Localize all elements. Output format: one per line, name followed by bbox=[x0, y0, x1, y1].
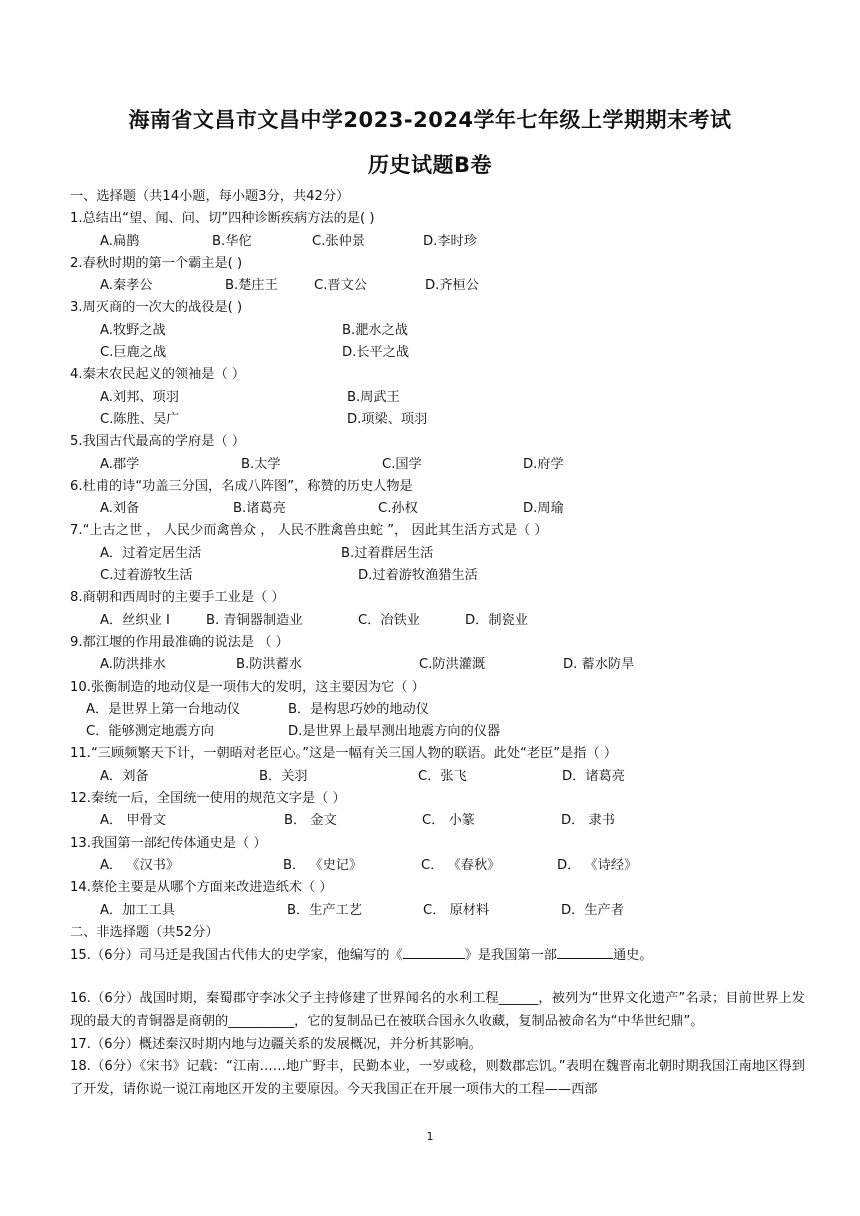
option-d: D.长平之战 bbox=[342, 345, 410, 361]
option-b: B．关羽 bbox=[259, 768, 308, 784]
option-c: C.陈胜、吴广 bbox=[100, 411, 180, 427]
option-b: B.过着群居生活 bbox=[341, 545, 434, 561]
option-d: D.府学 bbox=[523, 456, 564, 472]
option-b: B． 金文 bbox=[284, 813, 337, 829]
question-options bbox=[70, 454, 805, 476]
question-options bbox=[70, 565, 805, 587]
question-15 bbox=[70, 944, 805, 966]
question-options bbox=[70, 654, 805, 676]
option-a: A.刘邦、项羽 bbox=[100, 389, 179, 405]
option-d: D.过着游牧渔猎生活 bbox=[358, 568, 478, 584]
option-c: C.晋文公 bbox=[314, 278, 367, 294]
question-stem: 5.我国古代最高的学府是（ ） bbox=[70, 434, 246, 450]
option-c: C.过着游牧生活 bbox=[100, 568, 193, 584]
option-a: A．丝织业 I bbox=[100, 612, 170, 628]
option-a: A.秦孝公 bbox=[100, 278, 153, 294]
option-a: A． 甲骨文 bbox=[100, 813, 166, 829]
option-d: D.周瑜 bbox=[523, 501, 564, 517]
question-stem: 11.“三顾频繁天下计，一朝晤对老臣心。”这是一幅有关三国人物的联语。此处“老臣”是指（ ） bbox=[70, 746, 618, 762]
question-stem: 10.张衡制造的地动仪是一项伟大的发明，这主要因为它（ ） bbox=[70, 679, 425, 695]
option-c: C.国学 bbox=[382, 456, 422, 472]
question-options bbox=[70, 320, 805, 342]
question-stem: 2.春秋时期的第一个霸主是( ) bbox=[70, 255, 243, 271]
option-d: D．诸葛亮 bbox=[562, 768, 625, 784]
answer-blank bbox=[403, 944, 465, 959]
question-stem: 7.“上古之世 ， 人民少而禽兽众 ， 人民不胜禽兽虫蛇 ”， 因此其生活方式是（ ） bbox=[70, 523, 548, 539]
page-number: 1 bbox=[426, 1130, 434, 1143]
option-a: A．是世界上第一台地动仪 bbox=[86, 701, 241, 717]
question-stem: 13.我国第一部纪传体通史是（ ） bbox=[70, 835, 267, 851]
question-options bbox=[70, 342, 805, 364]
option-c: C． 小篆 bbox=[422, 813, 475, 829]
option-b: B．是构思巧妙的地动仪 bbox=[288, 701, 429, 717]
option-b: B.周武王 bbox=[347, 389, 400, 405]
question-stem: 14.蔡伦主要是从哪个方面来改进造纸术（ ） bbox=[70, 880, 333, 896]
question-stem: 3.周灭商的一次大的战役是( ) bbox=[70, 300, 243, 316]
option-b: B．生产工艺 bbox=[287, 902, 362, 918]
exam-subtitle: 历史试题B卷 bbox=[367, 153, 492, 177]
question-options bbox=[70, 766, 805, 788]
option-c: C．张飞 bbox=[418, 768, 467, 784]
option-c: C．能够测定地震方向 bbox=[86, 724, 214, 740]
section-heading-nonchoice: 二、非选择题（共52分） bbox=[70, 924, 219, 940]
question-stem: 4.秦末农民起义的领袖是（ ） bbox=[70, 367, 246, 383]
question-stem: 9.都江堰的作用最准确的说法是 （ ） bbox=[70, 634, 289, 650]
option-d: D.李时珍 bbox=[423, 233, 477, 249]
question-stem: 12.秦统一后，全国统一使用的规范文字是（ ） bbox=[70, 791, 346, 807]
exam-content bbox=[70, 186, 805, 1101]
option-b: B.楚庄王 bbox=[225, 278, 278, 294]
q15-text-3: 通史。 bbox=[613, 948, 653, 964]
question-16: 16.（6分）战国时期，秦蜀郡守李冰父子主持修建了世界闻名的水利工程______，被列为“世界文化遗产”名录；目前世界上发现的最大的青铜器是商朝的__________，它的复制品已在被联合国永久收藏，复制品被命名为“中华世纪鼎”。 bbox=[70, 991, 805, 1029]
option-c: C．冶铁业 bbox=[358, 612, 420, 628]
option-c: C.孙权 bbox=[378, 501, 418, 517]
option-a: A． 《汉书》 bbox=[100, 857, 180, 873]
option-a: A.防洪排水 bbox=[100, 657, 166, 673]
question-options bbox=[70, 409, 805, 431]
question-options bbox=[70, 387, 805, 409]
option-a: A．刘备 bbox=[100, 768, 149, 784]
exam-title: 海南省文昌市文昌中学2023-2024学年七年级上学期期末考试 bbox=[128, 108, 732, 132]
question-options bbox=[70, 855, 805, 877]
option-c: C.防洪灌溉 bbox=[419, 657, 486, 673]
option-a: A.郡学 bbox=[100, 456, 140, 472]
option-a: A．加工工具 bbox=[100, 902, 175, 918]
option-c: C.巨鹿之战 bbox=[100, 345, 167, 361]
question-options bbox=[70, 721, 805, 743]
question-options bbox=[70, 275, 805, 297]
question-options bbox=[70, 498, 805, 520]
question-17: 17.（6分）概述秦汉时期内地与边疆关系的发展概况，并分析其影响。 bbox=[70, 1036, 482, 1052]
option-d: D． 《诗经》 bbox=[557, 857, 638, 873]
option-c: C.张仲景 bbox=[312, 233, 365, 249]
question-options bbox=[70, 699, 805, 721]
option-b: B.太学 bbox=[241, 456, 281, 472]
option-c: C． 原材料 bbox=[423, 902, 490, 918]
option-b: B.诸葛亮 bbox=[233, 501, 286, 517]
option-d: D.齐桓公 bbox=[425, 278, 479, 294]
option-b: B.华佗 bbox=[212, 233, 252, 249]
option-b: B.淝水之战 bbox=[342, 322, 408, 338]
question-options bbox=[70, 810, 805, 832]
option-c: C． 《春秋》 bbox=[421, 857, 501, 873]
question-stem: 8.商朝和西周时的主要手工业是（ ） bbox=[70, 590, 285, 606]
option-d: D.项梁、项羽 bbox=[347, 411, 428, 427]
option-d: D． 隶书 bbox=[561, 813, 615, 829]
spacer bbox=[70, 966, 805, 988]
option-b: B.防洪蓄水 bbox=[236, 657, 302, 673]
answer-blank bbox=[557, 944, 613, 959]
question-options bbox=[70, 231, 805, 253]
question-18: 18.（6分）《宋书》记载：“江南……地广野丰，民勤本业，一岁或稔，则数郡忘饥。”表明在魏晋南北朝时期我国江南地区得到了开发，请你说一说江南地区开发的主要原因。今天我国正在开展一项伟大的工程——西部 bbox=[70, 1059, 805, 1097]
option-a: A.牧野之战 bbox=[100, 322, 166, 338]
question-stem: 6.杜甫的诗“功盖三分国，名成八阵图”，称赞的历史人物是 bbox=[70, 478, 413, 494]
option-d: D.是世界上最早测出地震方向的仪器 bbox=[288, 724, 501, 740]
q15-text-1: 15.（6分）司马迁是我国古代伟大的史学家，他编写的《 bbox=[70, 948, 403, 964]
option-d: D．生产者 bbox=[561, 902, 624, 918]
q15-text-2: 》是我国第一部 bbox=[464, 948, 557, 964]
question-stem: 1.总结出“望、闻、问、切”四种诊断疾病方法的是( ) bbox=[70, 211, 375, 227]
question-options bbox=[70, 900, 805, 922]
option-a: A．过着定居生活 bbox=[100, 545, 202, 561]
option-d: D．制瓷业 bbox=[465, 612, 528, 628]
section-heading-choice: 一、选择题（共14小题，每小题3分，共42分） bbox=[70, 189, 350, 204]
question-options bbox=[70, 543, 805, 565]
option-b: B． 《史记》 bbox=[283, 857, 363, 873]
option-a: A.扁鹊 bbox=[100, 233, 140, 249]
option-d: D. 蓄水防旱 bbox=[563, 657, 635, 673]
option-b: B. 青铜器制造业 bbox=[206, 612, 303, 628]
option-a: A.刘备 bbox=[100, 501, 140, 517]
question-options bbox=[70, 610, 805, 632]
